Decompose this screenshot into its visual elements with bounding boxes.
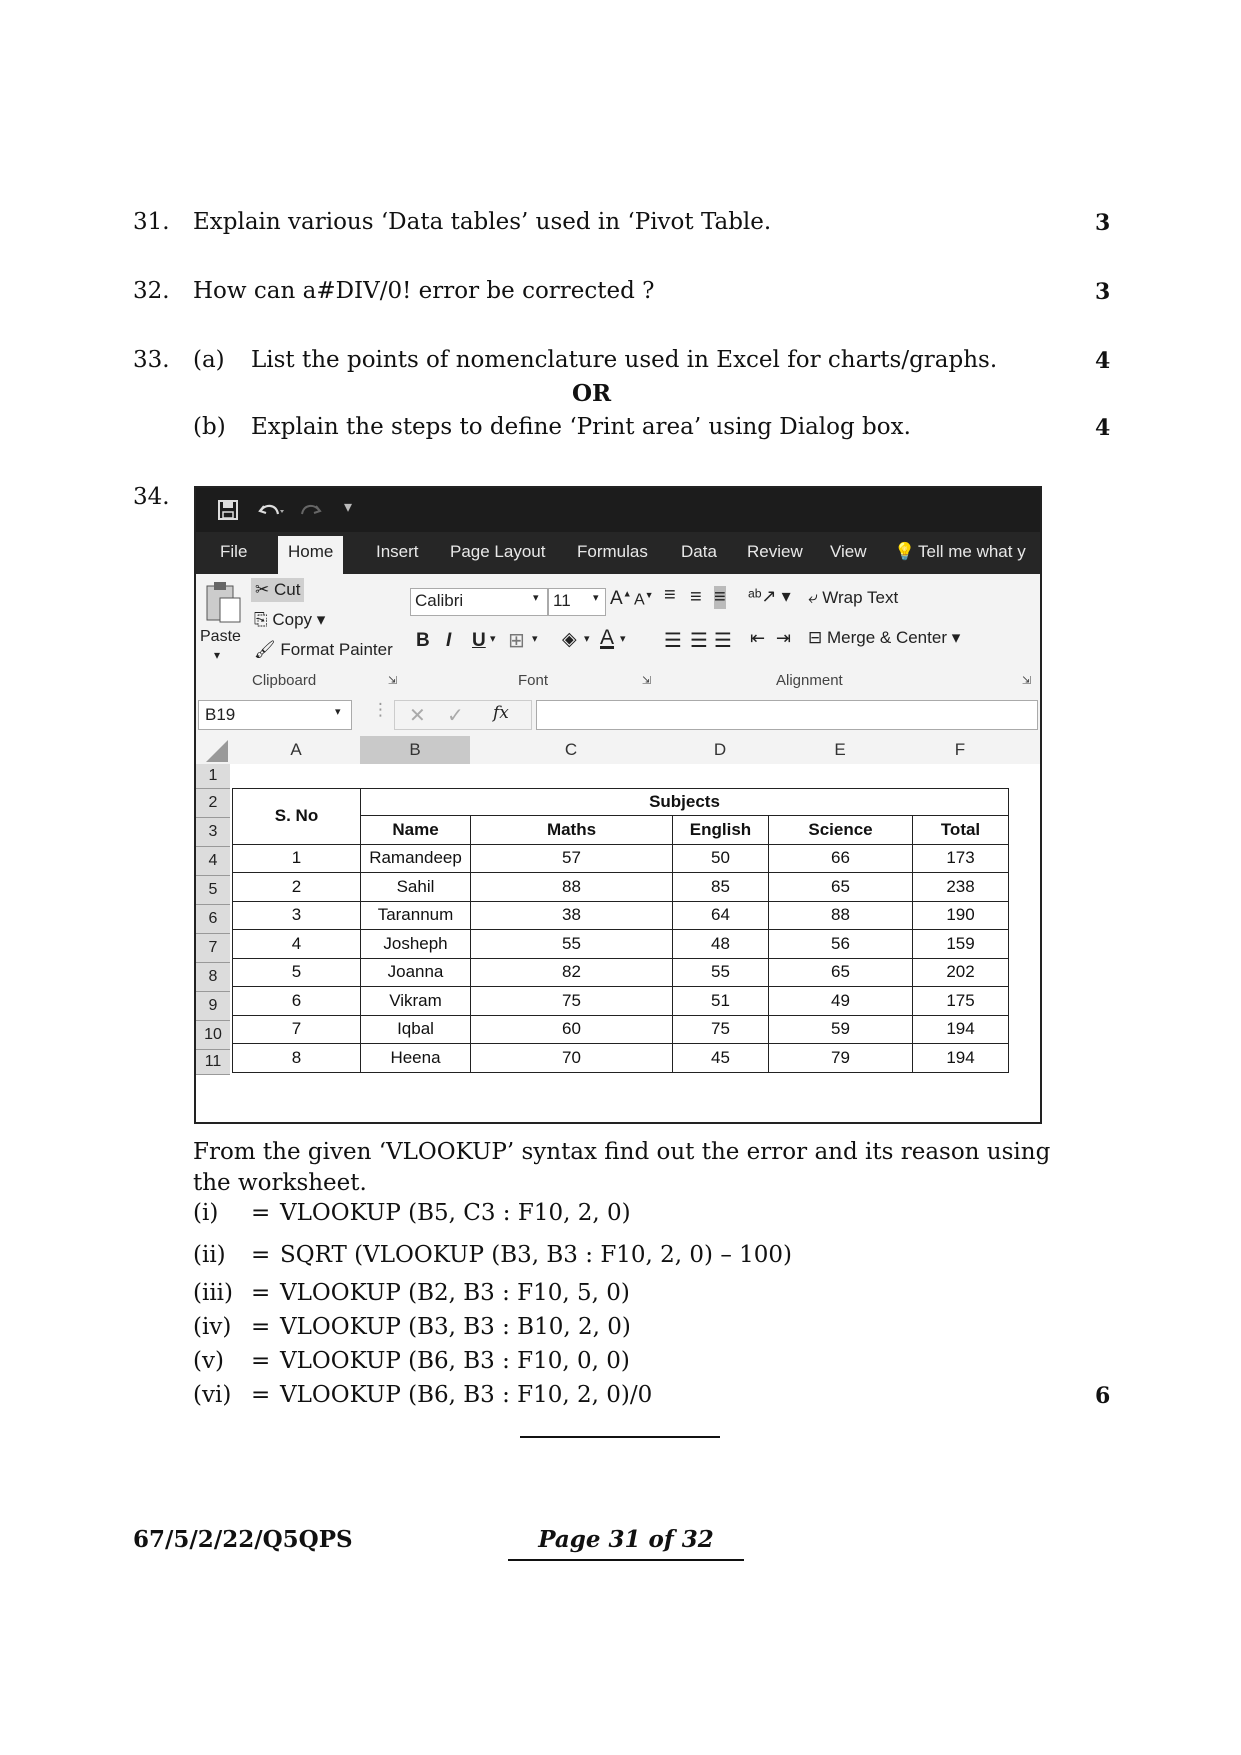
quick-access-toolbar — [196, 488, 1040, 532]
cell-english[interactable]: 50 — [673, 844, 769, 873]
row-header-9[interactable]: 9 — [196, 992, 230, 1021]
ribbon-tabs — [196, 532, 1040, 574]
q33b-label: (b) — [193, 414, 226, 440]
formula-i-label: (i) — [193, 1200, 219, 1226]
cell-sno[interactable]: 4 — [233, 930, 361, 959]
undo-icon[interactable] — [258, 500, 284, 520]
underline-dropdown-icon[interactable]: ▾ — [490, 633, 496, 645]
q34-instruction: From the given ‘VLOOKUP’ syntax find out the error and its reason using the worksheet. — [193, 1139, 1051, 1196]
scissors-icon: ✂ — [255, 580, 270, 599]
paper-code: 67/5/2/22/Q5QPS — [133, 1526, 353, 1553]
formula-vi: VLOOKUP (B6, B3 : F10, 2, 0)/0 — [280, 1382, 653, 1408]
tab-page-layout[interactable]: Page Layout — [450, 542, 546, 561]
clipboard-launcher-icon[interactable]: ⇲ — [388, 675, 398, 687]
tell-me-search[interactable]: Tell me what y — [918, 542, 1026, 561]
col-header-f[interactable]: F — [954, 740, 966, 759]
cell-maths[interactable]: 88 — [471, 873, 673, 902]
cell-name[interactable]: Joanna — [361, 958, 471, 987]
q33a-marks: 4 — [1095, 348, 1111, 374]
formula-input[interactable] — [536, 700, 1038, 730]
merge-center-button[interactable]: ⊟ Merge & Center ▾ — [808, 628, 961, 647]
cell-total[interactable]: 190 — [913, 901, 1009, 930]
row-header-7[interactable]: 7 — [196, 934, 230, 963]
formula-i: VLOOKUP (B5, C3 : F10, 2, 0) — [280, 1200, 631, 1226]
cell-science[interactable]: 79 — [769, 1044, 913, 1073]
end-divider — [520, 1436, 720, 1438]
cell-maths[interactable]: 57 — [471, 844, 673, 873]
formula-v-eq: = — [251, 1348, 271, 1374]
wrap-text-label: Wrap Text — [822, 588, 899, 607]
formula-ii: SQRT (VLOOKUP (B3, B3 : F10, 2, 0) – 100) — [280, 1242, 793, 1268]
italic-button[interactable]: I — [446, 630, 452, 651]
font-size-value: 11 — [553, 591, 571, 610]
q34-number: 34. — [133, 484, 170, 510]
more-icon: ⋮ — [372, 700, 389, 719]
cell-sno[interactable]: 8 — [233, 1044, 361, 1073]
decrease-indent-icon[interactable]: ⇤ — [750, 628, 766, 648]
cell-science[interactable]: 66 — [769, 844, 913, 873]
col-header-b[interactable]: B — [360, 736, 470, 764]
fill-color-icon[interactable]: ◈ — [562, 629, 577, 650]
header-subjects[interactable]: Subjects — [361, 789, 1009, 816]
column-header-bar — [196, 734, 1040, 764]
tab-review[interactable]: Review — [747, 542, 803, 561]
marks-table — [232, 788, 1009, 1073]
copy-button[interactable]: ⎘ Copy ▾ — [254, 610, 326, 629]
cell-name[interactable]: Sahil — [361, 873, 471, 902]
brush-icon: 🖌 — [254, 640, 276, 659]
q33a-text: List the points of nomenclature used in Excel for charts/graphs. — [251, 347, 998, 373]
q33b-text: Explain the steps to define ‘Print area’ using Dialog box. — [251, 414, 911, 440]
font-name-select[interactable] — [410, 588, 548, 616]
save-icon[interactable] — [218, 500, 238, 520]
borders-dropdown-icon[interactable]: ▾ — [532, 633, 538, 645]
tab-data[interactable]: Data — [681, 542, 717, 561]
cancel-icon[interactable]: ✕ — [409, 705, 426, 727]
formula-v: VLOOKUP (B6, B3 : F10, 0, 0) — [280, 1348, 630, 1374]
font-color-icon[interactable]: A — [600, 626, 615, 649]
wrap-text-icon: ⤶ — [808, 588, 818, 607]
row-header-5[interactable]: 5 — [196, 876, 230, 905]
tab-file[interactable]: File — [220, 542, 248, 561]
cell-english[interactable]: 75 — [673, 1015, 769, 1044]
select-all-icon[interactable] — [206, 740, 228, 762]
header-total[interactable]: Total — [913, 816, 1009, 845]
cell-science[interactable]: 56 — [769, 930, 913, 959]
insert-function-icon[interactable]: fx — [493, 703, 509, 723]
formula-iii: VLOOKUP (B2, B3 : F10, 5, 0) — [280, 1280, 630, 1306]
tab-view[interactable]: View — [830, 542, 867, 561]
clipboard-group-label: Clipboard — [252, 672, 317, 689]
formula-iv-eq: = — [251, 1314, 271, 1340]
cell-maths[interactable]: 70 — [471, 1044, 673, 1073]
cell-science[interactable]: 88 — [769, 901, 913, 930]
align-bottom-icon[interactable]: ≡ — [714, 586, 726, 608]
table-row — [233, 987, 1009, 1016]
redo-icon[interactable] — [298, 500, 328, 520]
cell-name[interactable]: Vikram — [361, 987, 471, 1016]
q32-number: 32. — [133, 278, 170, 304]
header-science[interactable]: Science — [769, 816, 913, 845]
cut-label: Cut — [273, 580, 301, 599]
cell-english[interactable]: 55 — [673, 958, 769, 987]
name-box-value: B19 — [205, 705, 236, 724]
align-right-icon[interactable]: ☰ — [714, 630, 732, 652]
formula-buttons — [394, 700, 532, 730]
cut-button[interactable] — [251, 578, 304, 602]
cell-science[interactable]: 65 — [769, 958, 913, 987]
q31-number: 31. — [133, 209, 170, 235]
cell-maths[interactable]: 60 — [471, 1015, 673, 1044]
copy-icon: ⎘ — [254, 610, 268, 629]
align-center-icon[interactable]: ☰ — [690, 630, 708, 652]
table-row — [233, 1015, 1009, 1044]
merge-center-label: Merge & Center — [826, 628, 947, 647]
cell-sno[interactable]: 5 — [233, 958, 361, 987]
cell-english[interactable]: 45 — [673, 1044, 769, 1073]
row-header-6[interactable]: 6 — [196, 905, 230, 934]
formula-iii-label: (iii) — [193, 1280, 234, 1306]
table-row — [233, 844, 1009, 873]
cell-total[interactable]: 238 — [913, 873, 1009, 902]
underline-button[interactable]: U — [472, 630, 486, 651]
excel-screenshot — [194, 486, 1042, 1124]
cell-science[interactable]: 65 — [769, 873, 913, 902]
font-group-label: Font — [518, 672, 549, 689]
col-header-c[interactable]: C — [564, 740, 578, 759]
align-left-icon[interactable]: ☰ — [664, 630, 682, 652]
orientation-icon[interactable]: ᵃᵇ↗ ▾ — [748, 586, 791, 606]
wrap-text-button[interactable] — [808, 588, 898, 608]
name-box[interactable] — [198, 700, 352, 730]
table-row — [233, 958, 1009, 987]
cell-total[interactable]: 159 — [913, 930, 1009, 959]
shrink-font-icon[interactable]: A▼ — [634, 590, 654, 609]
cell-sno[interactable]: 6 — [233, 987, 361, 1016]
tab-formulas[interactable]: Formulas — [577, 542, 648, 561]
col-header-d[interactable]: D — [713, 740, 727, 759]
col-header-e[interactable]: E — [834, 740, 846, 759]
formula-i-eq: = — [251, 1200, 271, 1226]
q32-marks: 3 — [1095, 279, 1111, 305]
q34-marks: 6 — [1095, 1383, 1111, 1409]
cell-total[interactable]: 173 — [913, 844, 1009, 873]
chevron-down-icon: ▾ — [335, 706, 341, 718]
cell-english[interactable]: 64 — [673, 901, 769, 930]
bold-button[interactable]: B — [416, 630, 430, 651]
fill-dropdown-icon[interactable]: ▾ — [584, 633, 590, 645]
row-header-2[interactable]: 2 — [196, 789, 230, 818]
format-painter-button[interactable] — [254, 640, 393, 660]
alignment-group-label: Alignment — [776, 672, 843, 689]
cell-name[interactable]: Heena — [361, 1044, 471, 1073]
cell-sno[interactable]: 7 — [233, 1015, 361, 1044]
cell-sno[interactable]: 3 — [233, 901, 361, 930]
paste-label[interactable]: Paste — [200, 628, 241, 645]
formula-iv: VLOOKUP (B3, B3 : B10, 2, 0) — [280, 1314, 631, 1340]
cell-english[interactable]: 85 — [673, 873, 769, 902]
borders-icon[interactable]: ⊞ — [508, 630, 525, 652]
cell-maths[interactable]: 75 — [471, 987, 673, 1016]
header-sno[interactable]: S. No — [233, 789, 361, 845]
cell-name[interactable]: Ramandeep — [361, 844, 471, 873]
q31-text: Explain various ‘Data tables’ used in ‘Pivot Table. — [193, 209, 772, 235]
grow-font-icon[interactable]: A▲ — [610, 588, 632, 609]
table-row — [233, 873, 1009, 902]
alignment-launcher-icon[interactable]: ⇲ — [1022, 675, 1032, 687]
cell-sno[interactable]: 2 — [233, 873, 361, 902]
row-header-3[interactable]: 3 — [196, 818, 230, 847]
cell-total[interactable]: 202 — [913, 958, 1009, 987]
ribbon-home — [196, 574, 1040, 695]
header-name[interactable]: Name — [361, 816, 471, 845]
cell-name[interactable]: Josheph — [361, 930, 471, 959]
font-name-value: Calibri — [415, 591, 464, 610]
align-middle-icon[interactable]: ≡ — [690, 586, 702, 608]
enter-icon[interactable]: ✓ — [447, 705, 464, 727]
q33a-label: (a) — [193, 347, 225, 373]
cell-maths[interactable]: 82 — [471, 958, 673, 987]
table-row — [233, 901, 1009, 930]
font-size-select[interactable] — [548, 588, 606, 616]
cell-maths[interactable]: 55 — [471, 930, 673, 959]
row-header-10[interactable]: 10 — [196, 1021, 230, 1050]
tab-insert[interactable]: Insert — [376, 542, 419, 561]
worksheet-grid — [196, 764, 1040, 1122]
cell-total[interactable]: 194 — [913, 1015, 1009, 1044]
cell-total[interactable]: 194 — [913, 1044, 1009, 1073]
paste-dropdown-icon[interactable]: ▾ — [214, 648, 221, 662]
format-painter-label: Format Painter — [280, 640, 393, 659]
table-row — [233, 1044, 1009, 1073]
formula-iii-eq: = — [251, 1280, 271, 1306]
customize-qat-icon[interactable]: ▾ — [344, 499, 353, 516]
tab-home[interactable]: Home — [278, 536, 343, 574]
formula-vi-label: (vi) — [193, 1382, 232, 1408]
page-number: Page 31 of 32 — [508, 1526, 744, 1561]
q33b-marks: 4 — [1095, 415, 1111, 441]
cell-name[interactable]: Iqbal — [361, 1015, 471, 1044]
cell-maths[interactable]: 38 — [471, 901, 673, 930]
formula-iv-label: (iv) — [193, 1314, 232, 1340]
increase-indent-icon[interactable]: ⇥ — [776, 628, 792, 648]
formula-ii-label: (ii) — [193, 1242, 226, 1268]
header-maths[interactable]: Maths — [471, 816, 673, 845]
cell-name[interactable]: Tarannum — [361, 901, 471, 930]
or-separator: OR — [572, 380, 612, 407]
align-top-icon[interactable]: ≡ — [664, 584, 676, 606]
chevron-down-icon: ▾ — [533, 592, 539, 604]
row-header-11[interactable]: 11 — [196, 1050, 230, 1075]
q31-marks: 3 — [1095, 210, 1111, 236]
font-color-dropdown-icon[interactable]: ▾ — [620, 633, 626, 645]
cell-science[interactable]: 59 — [769, 1015, 913, 1044]
cell-sno[interactable]: 1 — [233, 844, 361, 873]
chevron-down-icon: ▾ — [593, 592, 599, 604]
row-header-4[interactable]: 4 — [196, 847, 230, 876]
cell-english[interactable]: 51 — [673, 987, 769, 1016]
q32-text: How can a#DIV/0! error be corrected ? — [193, 278, 655, 304]
row-header-1[interactable]: 1 — [196, 764, 230, 789]
cell-total[interactable]: 175 — [913, 987, 1009, 1016]
q33-number: 33. — [133, 347, 170, 373]
paste-icon[interactable] — [204, 580, 242, 624]
table-row — [233, 930, 1009, 959]
cell-science[interactable]: 49 — [769, 987, 913, 1016]
col-header-a[interactable]: A — [290, 740, 302, 759]
formula-ii-eq: = — [251, 1242, 271, 1268]
cell-english[interactable]: 48 — [673, 930, 769, 959]
copy-label: Copy — [272, 610, 313, 629]
formula-vi-eq: = — [251, 1382, 271, 1408]
lightbulb-icon: 💡 — [894, 542, 916, 561]
row-header-8[interactable]: 8 — [196, 963, 230, 992]
formula-v-label: (v) — [193, 1348, 224, 1374]
formula-bar — [196, 694, 1040, 735]
font-launcher-icon[interactable]: ⇲ — [642, 675, 652, 687]
merge-icon: ⊟ — [808, 628, 823, 647]
header-english[interactable]: English — [673, 816, 769, 845]
